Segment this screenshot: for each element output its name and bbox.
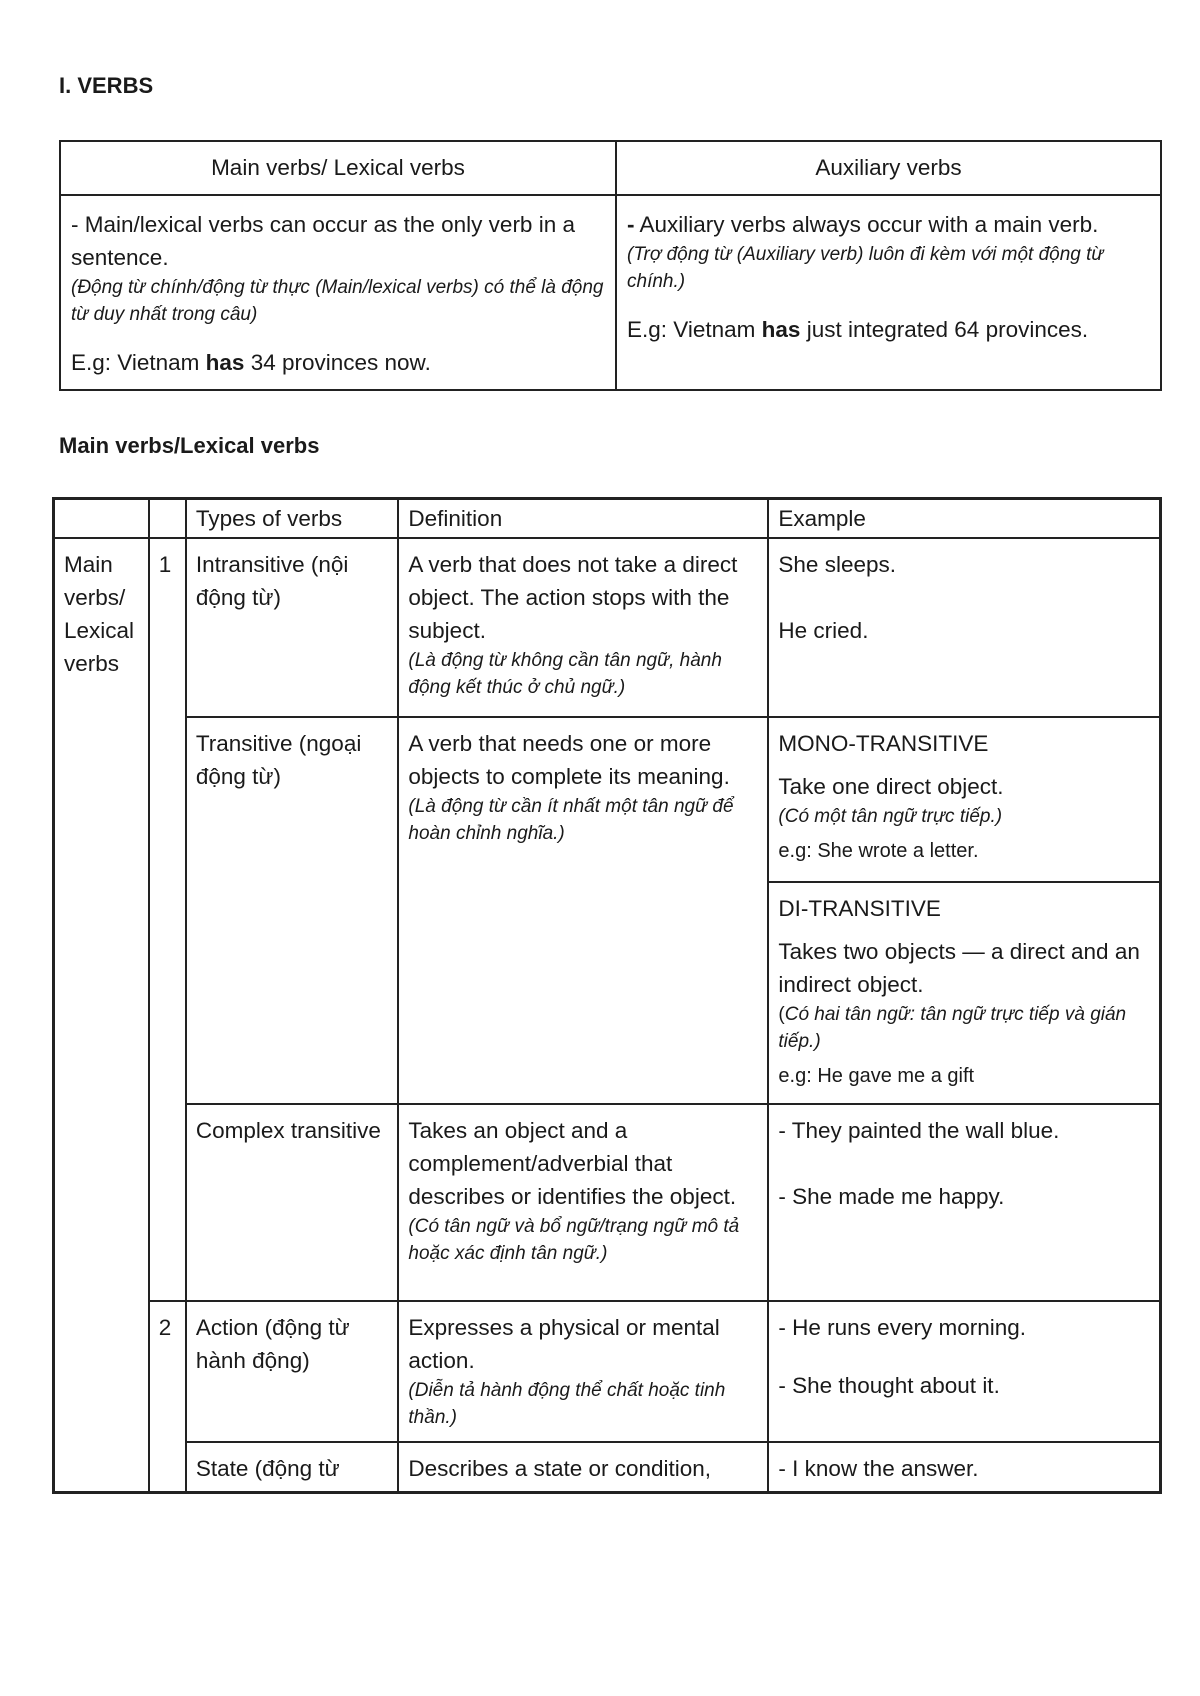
definition-cell: A verb that needs one or more objects to complete its meaning. (Là động từ cần ít nhất một tân ngữ để hoàn chỉnh nghĩa.) <box>398 717 768 1104</box>
type-action: Action (động từ hành động) <box>186 1301 399 1442</box>
header-auxiliary-verbs: Auxiliary verbs <box>616 141 1161 195</box>
header-types: Types of verbs <box>186 499 399 539</box>
table-row <box>54 538 1161 717</box>
main-verbs-example: E.g: Vietnam has 34 provinces now. <box>71 350 431 375</box>
row-number: 1 <box>149 538 186 1301</box>
aux-verbs-text: - Auxiliary verbs always occur with a main verb. <box>627 212 1099 237</box>
table-header-row <box>54 499 1161 539</box>
type-state: State (động từ <box>186 1442 399 1493</box>
table-row <box>54 717 1161 882</box>
example-cell: - I know the answer. <box>768 1442 1160 1493</box>
group-label: Main verbs/ Lexical verbs <box>54 538 149 1493</box>
example-cell: She sleeps. He cried. <box>768 538 1160 717</box>
header-example: Example <box>768 499 1160 539</box>
header-empty-2 <box>149 499 186 539</box>
aux-verbs-example: E.g: Vietnam has just integrated 64 provinces. <box>627 317 1089 342</box>
main-verbs-vn: (Động từ chính/động từ thực (Main/lexical verbs) có thể là động từ duy nhất trong câu) <box>71 277 604 325</box>
main-verbs-text: - Main/lexical verbs can occur as the only verb in a sentence. <box>71 212 575 270</box>
aux-verbs-cell <box>616 195 1161 390</box>
verbs-comparison-table <box>59 140 1162 391</box>
example-cell: - He runs every morning. - She thought about it. <box>768 1301 1160 1442</box>
header-definition: Definition <box>398 499 768 539</box>
main-verbs-table <box>52 497 1162 1494</box>
header-empty-1 <box>54 499 149 539</box>
example-di-transitive: DI-TRANSITIVE Takes two objects — a direct and an indirect object. (Có hai tân ngữ: tân ngữ trực tiếp và gián tiếp.) e.g: He gave me a gift <box>768 882 1160 1104</box>
table-row <box>54 1442 1161 1493</box>
type-intransitive: Intransitive (nội động từ) <box>186 538 399 717</box>
aux-verbs-vn: (Trợ động từ (Auxiliary verb) luôn đi kèm với một động từ chính.) <box>627 244 1104 292</box>
definition-cell: Describes a state or condition, <box>398 1442 768 1493</box>
row-number: 2 <box>149 1301 186 1493</box>
table-row <box>54 1104 1161 1301</box>
definition-cell: A verb that does not take a direct object. The action stops with the subject. (Là động từ không cần tân ngữ, hành động kết thúc ở chủ ngữ.) <box>398 538 768 717</box>
example-cell: - They painted the wall blue. - She made me happy. <box>768 1104 1160 1301</box>
definition-cell: Expresses a physical or mental action. (Diễn tả hành động thể chất hoặc tinh thần.) <box>398 1301 768 1442</box>
section-heading-main-verbs: Main verbs/Lexical verbs <box>59 433 320 458</box>
example-mono-transitive: MONO-TRANSITIVE Take one direct object. (Có một tân ngữ trực tiếp.) e.g: She wrote a letter. <box>768 717 1160 882</box>
definition-cell: Takes an object and a complement/adverbial that describes or identifies the object. (Có tân ngữ và bổ ngữ/trạng ngữ mô tả hoặc xác định tân ngữ.) <box>398 1104 768 1301</box>
type-complex-transitive: Complex transitive <box>186 1104 399 1301</box>
table-row <box>54 1301 1161 1442</box>
header-main-verbs: Main verbs/ Lexical verbs <box>60 141 616 195</box>
section-heading-verbs: I. VERBS <box>59 73 154 98</box>
type-transitive: Transitive (ngoại động từ) <box>186 717 399 1104</box>
main-verbs-cell <box>60 195 616 390</box>
